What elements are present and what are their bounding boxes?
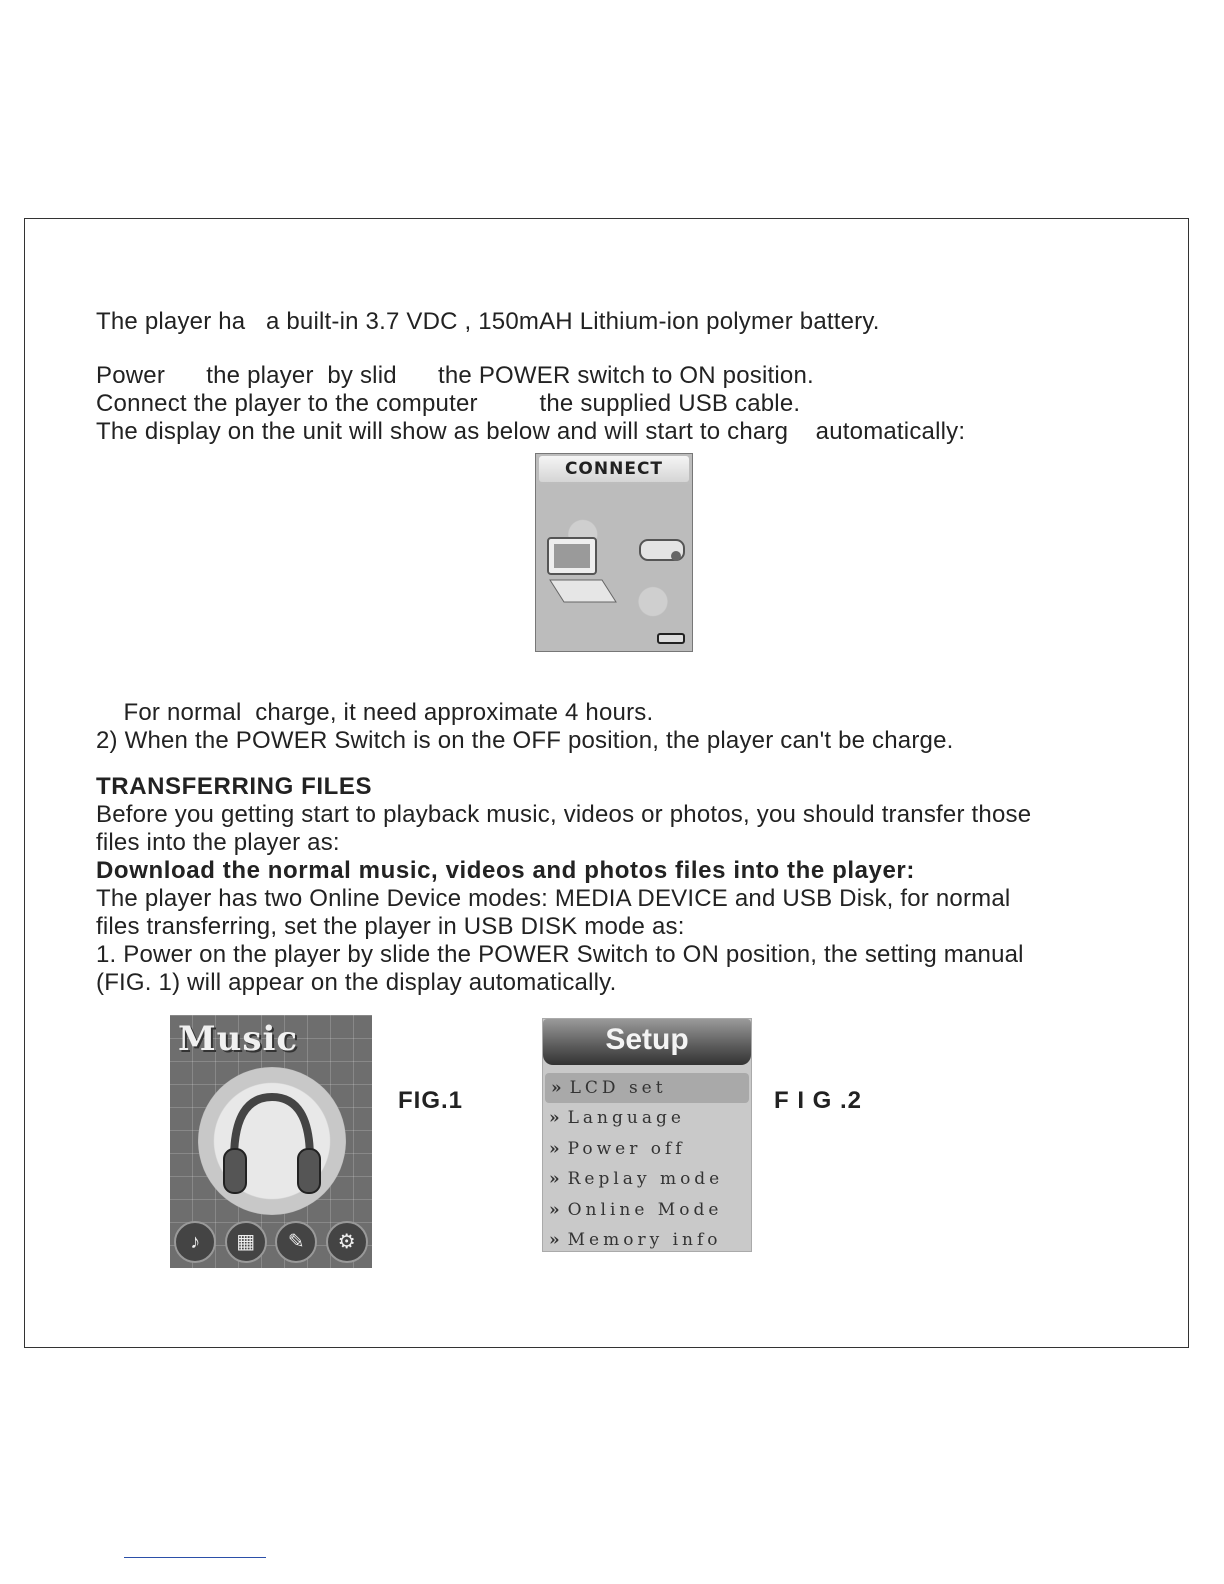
- music-title: Music: [178, 1019, 299, 1059]
- film-icon: ▦: [225, 1221, 267, 1263]
- step1-line-1: 1. Power on the player by slide the POWER Switch to ON position, the setting manual: [96, 941, 1024, 968]
- chevron-right-icon: »: [549, 1199, 560, 1220]
- setup-item-label: Replay mode: [567, 1169, 724, 1190]
- connect-title: CONNECT: [539, 456, 689, 482]
- connect-background: [536, 484, 692, 652]
- modes-line-2: files transferring, set the player in USB DISK mode as:: [96, 913, 685, 940]
- music-halo: [198, 1067, 346, 1215]
- microphone-icon: ✎: [275, 1221, 317, 1263]
- music-dock: [170, 1215, 372, 1268]
- display-line: The display on the unit will show as below and will start to charg automatically:: [96, 418, 966, 445]
- fig2-label: F I G .2: [774, 1087, 863, 1114]
- battery-line: The player ha a built-in 3.7 VDC , 150mAH Lithium-ion polymer battery.: [96, 308, 880, 335]
- chevron-right-icon: »: [549, 1229, 560, 1250]
- connect-screen-image: [535, 453, 693, 652]
- fig1-label: FIG.1: [398, 1087, 464, 1114]
- setup-title: Setup: [543, 1019, 751, 1065]
- footer-rule: [124, 1557, 266, 1558]
- setup-item-label: Online Mode: [567, 1199, 723, 1220]
- setup-item-label: LCD set: [569, 1078, 667, 1098]
- step1-line-2: (FIG. 1) will appear on the display automatically.: [96, 969, 617, 996]
- setup-item-power: [543, 1134, 751, 1164]
- charge-time-line: For normal charge, it need approximate 4 hours.: [96, 699, 654, 726]
- headphones-icon: [198, 1067, 346, 1215]
- setup-item-memory: [543, 1225, 751, 1255]
- music-screen-image: [170, 1015, 372, 1268]
- transfer-line-2: files into the player as:: [96, 829, 340, 856]
- computer-icon: [536, 484, 692, 652]
- chevron-right-icon: »: [549, 1138, 560, 1159]
- setup-item-label: Memory info: [567, 1229, 722, 1250]
- connect-line: Connect the player to the computer the supplied USB cable.: [96, 390, 801, 417]
- chevron-right-icon: »: [551, 1078, 562, 1098]
- setup-item-replay: [543, 1164, 751, 1194]
- power-line: Power the player by slid the POWER switch to ON position.: [96, 362, 814, 389]
- setup-item-label: Language: [567, 1108, 685, 1129]
- transfer-line-1: Before you getting start to playback music, videos or photos, you should transfer those: [96, 801, 1032, 828]
- setup-item-language: [543, 1103, 751, 1133]
- setup-screen-image: [542, 1018, 752, 1252]
- setup-item-lcd: [545, 1073, 749, 1103]
- setup-menu: [543, 1073, 751, 1255]
- download-subheading: Download the normal music, videos and photos files into the player:: [96, 857, 915, 884]
- charge-note-line: 2) When the POWER Switch is on the OFF position, the player can't be charge.: [96, 727, 954, 754]
- setup-item-label: Power off: [567, 1138, 686, 1159]
- section-heading: TRANSFERRING FILES: [96, 773, 373, 800]
- modes-line-1: The player has two Online Device modes: MEDIA DEVICE and USB Disk, for normal: [96, 885, 1011, 912]
- music-note-icon: ♪: [174, 1221, 216, 1263]
- settings-icon: ⚙: [326, 1221, 368, 1263]
- chevron-right-icon: »: [549, 1169, 560, 1190]
- setup-item-online: [543, 1195, 751, 1225]
- chevron-right-icon: »: [549, 1108, 560, 1129]
